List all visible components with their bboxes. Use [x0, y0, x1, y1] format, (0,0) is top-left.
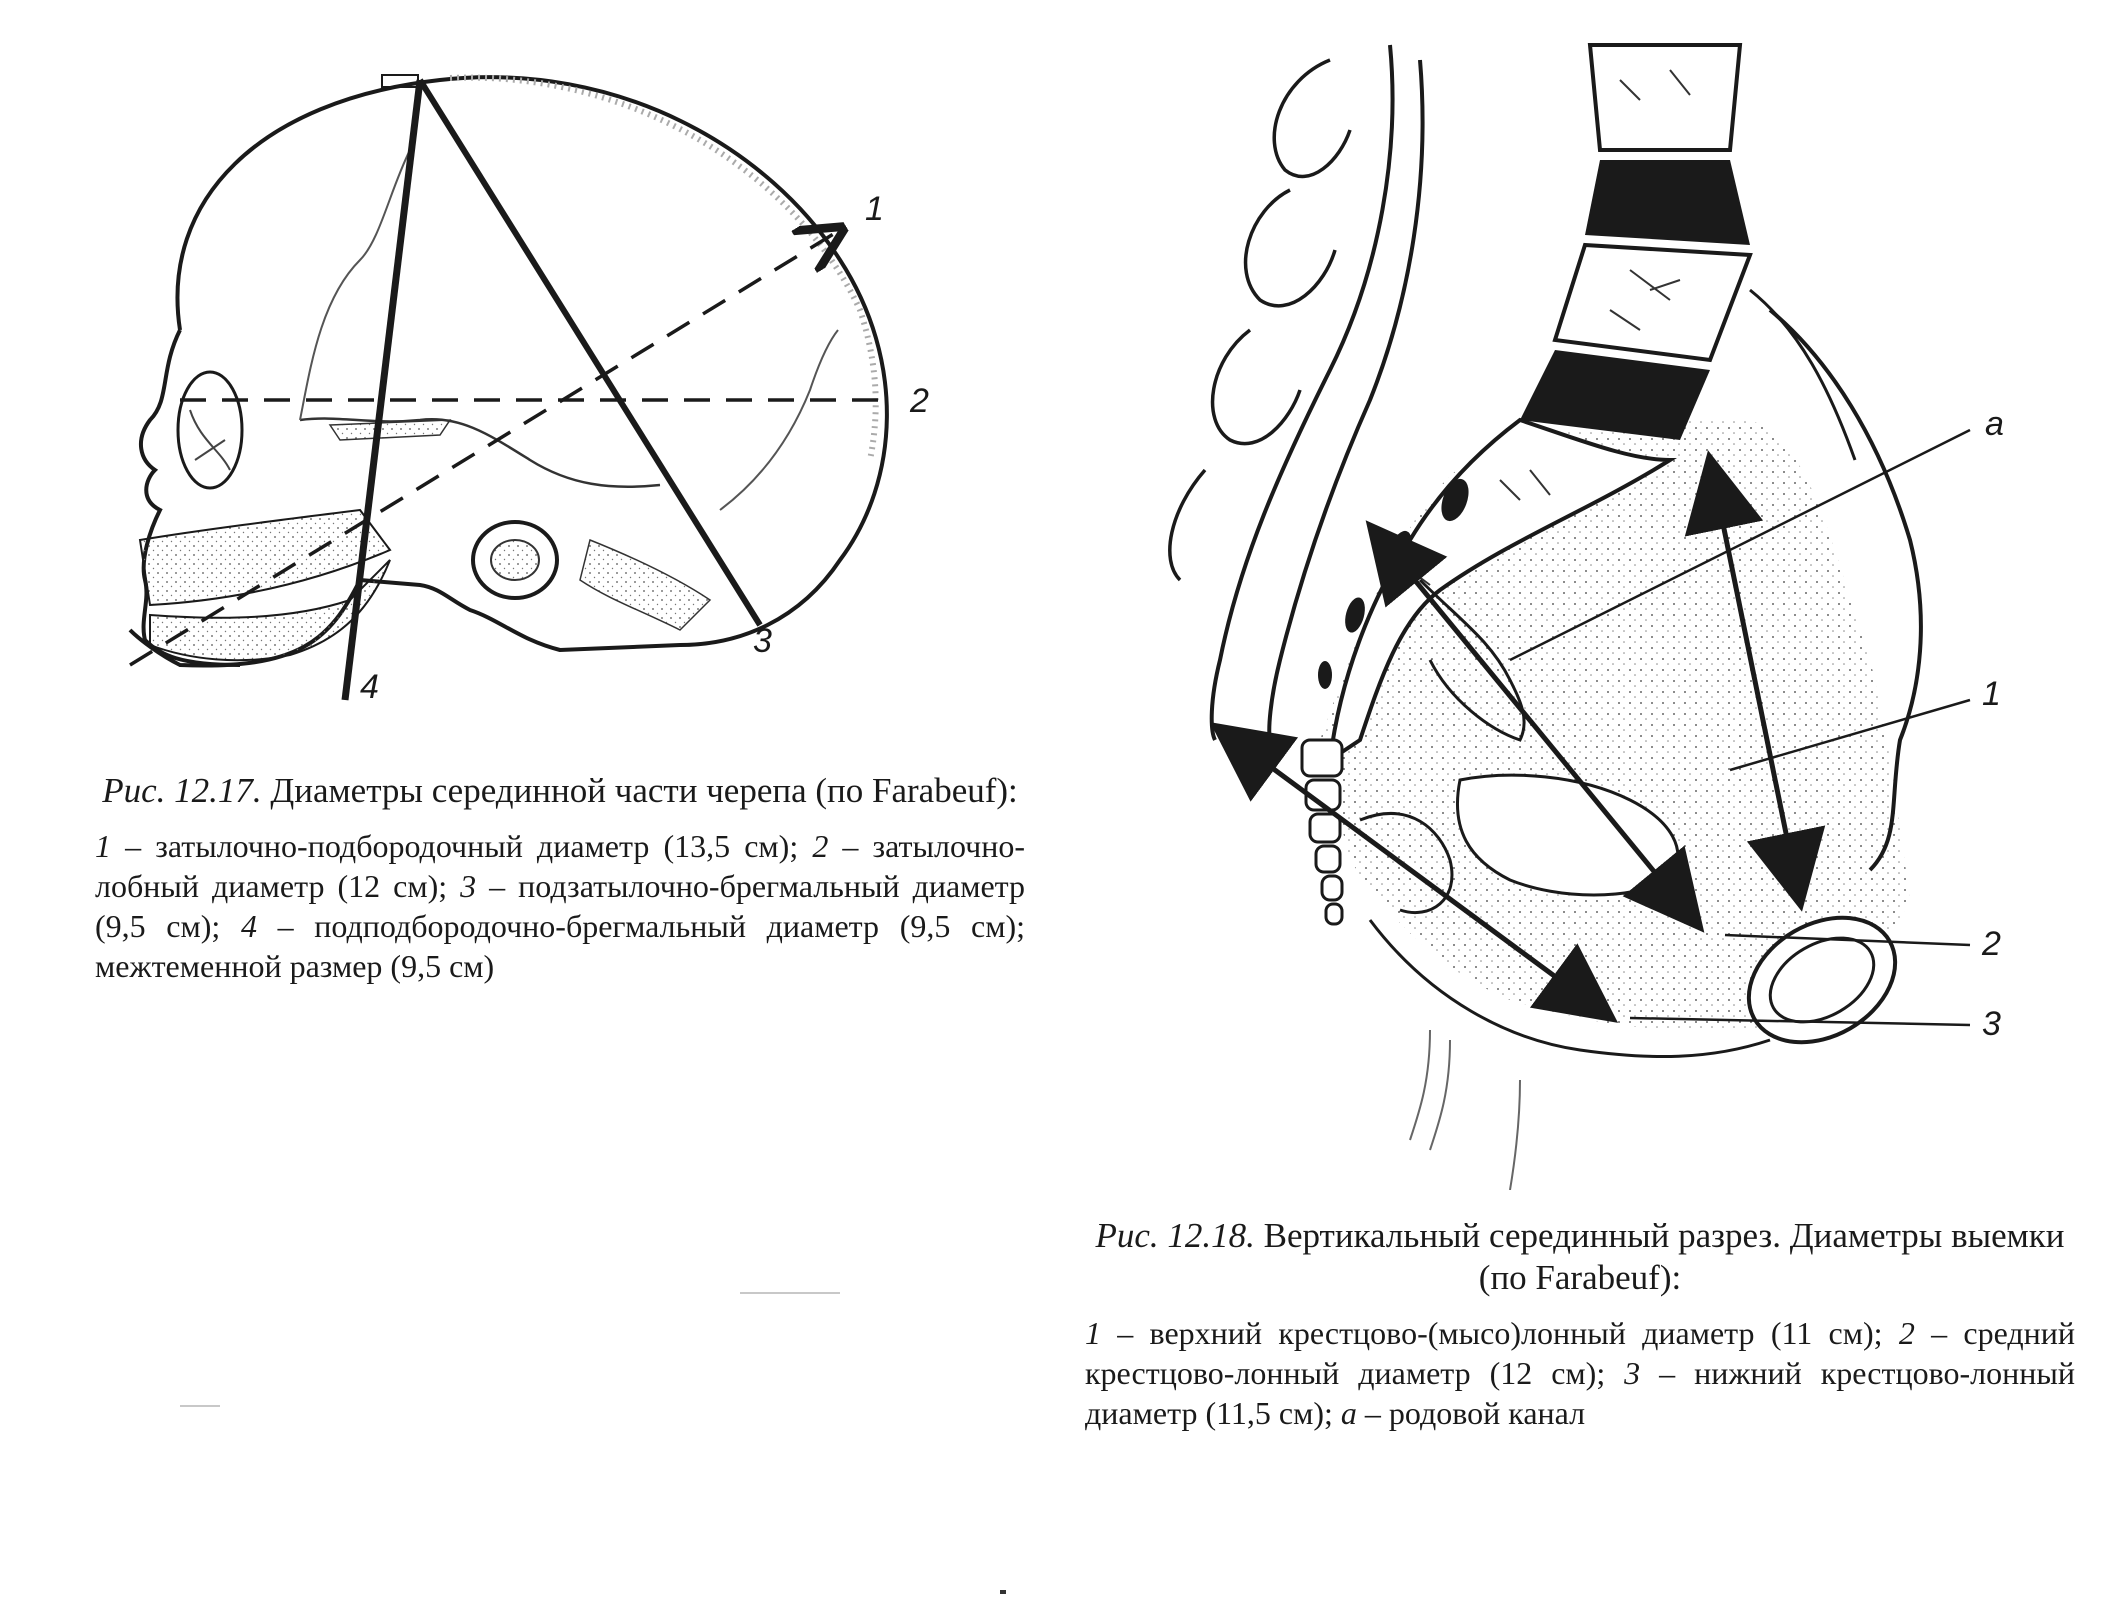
caption-text: Вертикальный серединный разрез. Диаметры выемки (по Farabeuf):: [1263, 1216, 2065, 1297]
figure-number: Рис. 12.17.: [102, 771, 262, 810]
orbit: [178, 372, 242, 488]
intervertebral-disc-1: [1585, 160, 1750, 245]
legend-num-1: 1: [95, 828, 111, 864]
pelvis-diagram: [1110, 40, 2090, 1190]
legend-num-3: 3: [1624, 1355, 1641, 1391]
skull-diagram: [120, 40, 1020, 720]
legend-num-2: 2: [812, 828, 829, 864]
legend-text-3: нижний крестцово-лонный диаметр (11,5 см);: [1085, 1355, 2075, 1431]
intervertebral-disc-2: [1520, 350, 1710, 440]
legend-text-4: подподбородочно-брегмальный диаметр (9,5 см); межтеменной размер (9,5 см): [95, 908, 1026, 984]
lumbar-vertebra-2: [1555, 245, 1750, 360]
label-1: 1: [1982, 675, 2001, 713]
legend-num-3: 3: [460, 868, 477, 904]
ear-canal-inner: [491, 540, 539, 580]
label-2: 2: [1982, 925, 2001, 963]
scan-speck: [740, 1292, 840, 1294]
coccyx: [1302, 740, 1342, 924]
skull-drawing: [120, 40, 1020, 720]
legend-num-4: 4: [240, 908, 257, 944]
label-3: 3: [1982, 1005, 2001, 1043]
diameter-1-line: [130, 230, 840, 665]
temporal-hatch: [330, 420, 450, 440]
orbit-inner: [190, 410, 230, 470]
legend-text-1: затылочно-подбородочный диаметр (13,5 см);: [155, 828, 799, 864]
occipital-hatch: [580, 540, 710, 630]
caption-legend: 1 – верхний крестцово-(мысо)лонный диаметр (11 см); 2 – средний крестцово-лонный диаметр (12 см); 3 – нижний крестцово-лонный диаметр (11,5 см); a – родовой канал: [1085, 1315, 2076, 1431]
legend-num-1: 1: [1085, 1315, 1101, 1351]
label-2: 2: [910, 382, 929, 420]
label-a: a: [1985, 405, 2004, 443]
legend-text-2: средний крестцово-лонный диаметр (12 см);: [1085, 1315, 2076, 1391]
legend-text-1: верхний крестцово-(мысо)лонный диаметр (11 см);: [1149, 1315, 1883, 1351]
figure-12-17-caption: [95, 770, 1025, 986]
label-3: 3: [753, 622, 772, 660]
legend-num-4: a: [1340, 1395, 1357, 1431]
thigh-lines: [1410, 1030, 1520, 1190]
caption-legend: 1 – затылочно-подбородочный диаметр (13,5 см); 2 – затылочно-лобный диаметр (12 см); 3 – подзатылочно-брегмальный диаметр (9,5 см); 4 – подподбородочно-брегмальный диаметр (9,5 см); межтеменной размер (9,5 см): [95, 828, 1026, 984]
scan-speck: [180, 1405, 220, 1407]
diameter-4-line: [345, 80, 420, 700]
figure-number: Рис. 12.18.: [1095, 1216, 1255, 1255]
lumbar-vertebra-1: [1590, 45, 1740, 150]
legend-text-2: затылочно-лобный диаметр (12 см);: [95, 828, 1026, 904]
label-1: 1: [865, 190, 884, 228]
pelvis-drawing: [1110, 40, 2090, 1190]
legend-text-3: подзатылочно-брегмальный диаметр (9,5 см);: [95, 868, 1026, 944]
scan-speck: [1000, 1590, 1006, 1594]
caption-title: [95, 770, 1025, 812]
legend-text-4: родовой канал: [1388, 1395, 1586, 1431]
label-4: 4: [360, 668, 379, 706]
legend-num-2: 2: [1898, 1315, 1915, 1351]
cranium-outer-tick: [450, 78, 876, 460]
spinous-processes: [1170, 60, 1350, 580]
caption-text: Диаметры серединной части черепа (по Farabeuf):: [270, 771, 1018, 810]
caption-title: [1085, 1215, 2075, 1299]
figure-12-18-caption: [1085, 1215, 2075, 1433]
sacral-foramen-4: [1318, 661, 1332, 689]
lambdoid-suture: [720, 330, 838, 510]
